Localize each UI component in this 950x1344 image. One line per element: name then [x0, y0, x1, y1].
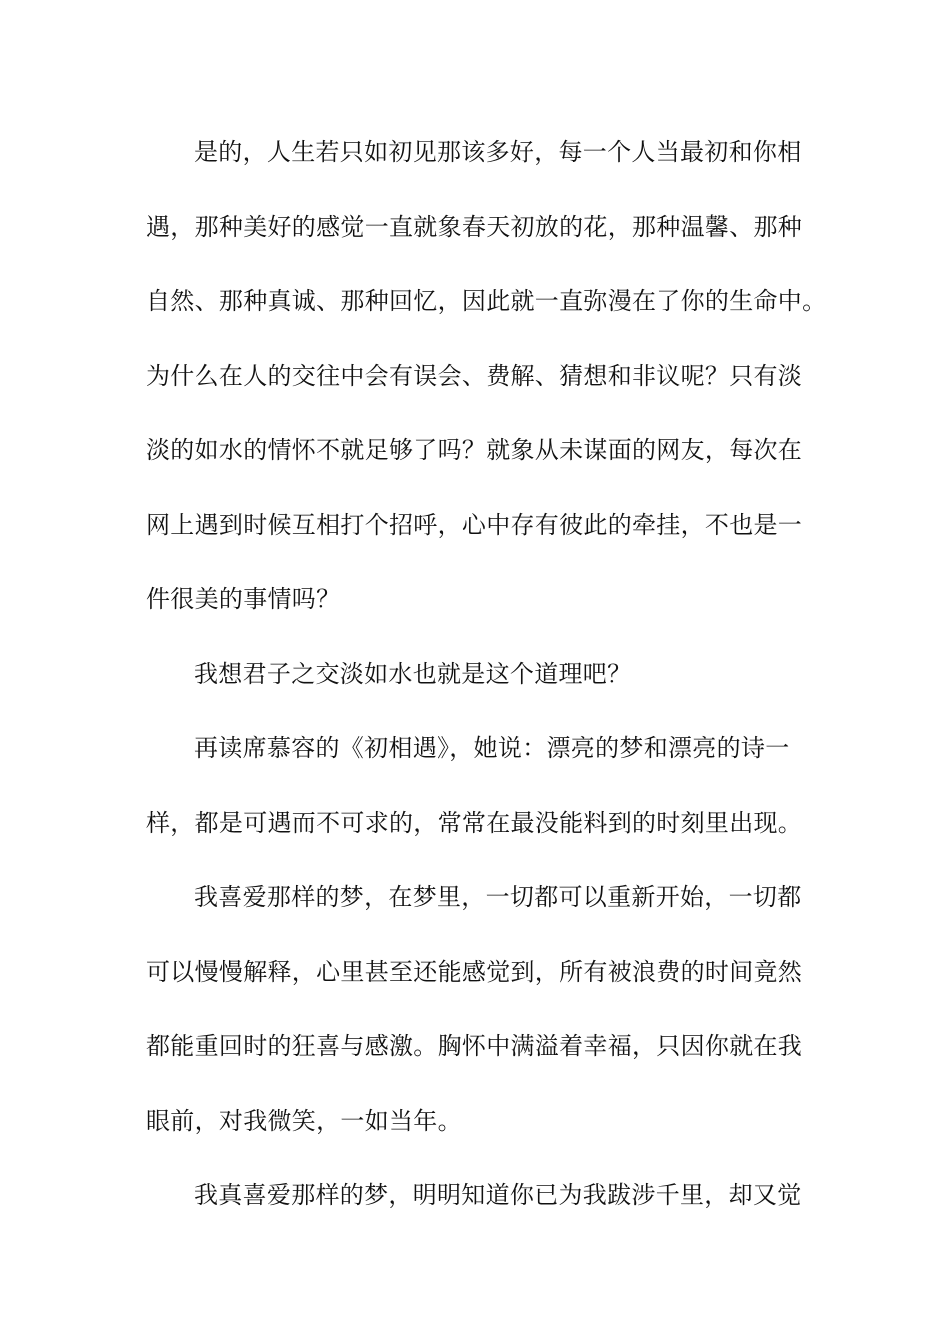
text-line: 网上遇到时候互相打个招呼，心中存有彼此的牵挂，不也是一 [146, 510, 803, 539]
text-line: 样，都是可遇而不可求的，常常在最没能料到的时刻里出现。 [146, 808, 803, 837]
text-line: 为什么在人的交往中会有误会、费解、猜想和非议呢？只有淡 [146, 361, 803, 390]
text-line: 件很美的事情吗？ [146, 585, 341, 613]
text-line: 都能重回时的狂喜与感激。胸怀中满溢着幸福，只因你就在我 [146, 1032, 803, 1060]
text-line: 我真喜爱那样的梦，明明知道你已为我跋涉千里，却又觉 [194, 1181, 802, 1209]
text-line: 可以慢慢解释，心里甚至还能感觉到，所有被浪费的时间竟然 [146, 957, 803, 986]
document-body [146, 130, 826, 1248]
text-line: 自然、那种真诚、那种回忆，因此就一直弥漫在了你的生命中。 [146, 287, 827, 315]
text-line: 遇，那种美好的感觉一直就象春天初放的花，那种温馨、那种 [146, 212, 803, 241]
text-line: 眼前，对我微笑，一如当年。 [146, 1106, 462, 1135]
text-line: 是的，人生若只如初见那该多好，每一个人当最初和你相 [194, 138, 802, 166]
text-line: 我想君子之交淡如水也就是这个道理吧？ [194, 659, 632, 688]
text-line: 再读席慕容的《初相遇》，她说：漂亮的梦和漂亮的诗一 [194, 734, 790, 762]
text-line: 淡的如水的情怀不就足够了吗？就象从未谋面的网友，每次在 [146, 436, 803, 464]
text-line: 我喜爱那样的梦，在梦里，一切都可以重新开始，一切都 [194, 883, 802, 911]
